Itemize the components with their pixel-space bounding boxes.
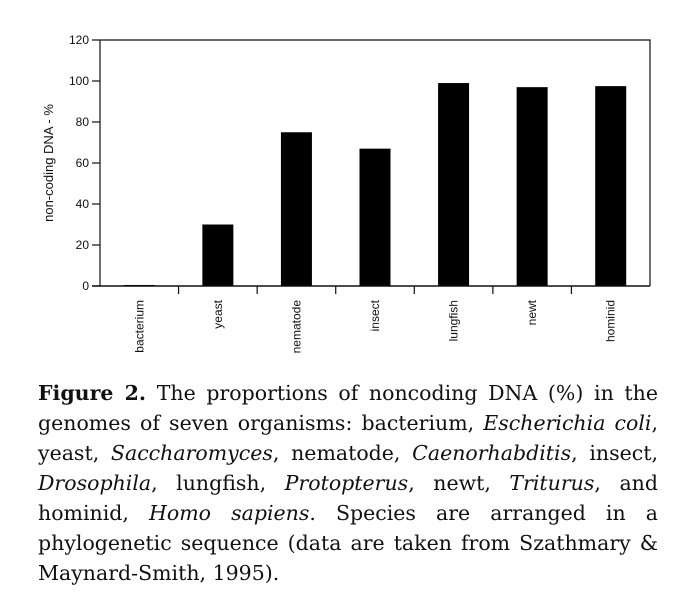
bar-nematode [281, 132, 312, 286]
caption-segment: , newt, [408, 471, 510, 495]
figure-label: Figure 2. [38, 381, 147, 405]
caption-text [38, 381, 658, 585]
bar-lungfish [438, 83, 469, 286]
bar-newt [517, 87, 548, 286]
caption-segment: The proportions of noncoding DNA (%) in the genomes of seven organisms: bacterium, [38, 381, 658, 435]
caption-segment: , and hominid, [38, 471, 658, 525]
bar-hominid [595, 86, 626, 286]
y-tick-label: 60 [75, 156, 89, 170]
x-tick-label: yeast [210, 300, 225, 329]
bars [124, 83, 626, 286]
species-name: Saccharomyces [110, 441, 273, 465]
y-tick-label: 0 [82, 279, 89, 293]
x-tick-label: newt [525, 300, 540, 326]
y-tick-label: 40 [75, 197, 89, 211]
species-name: Escherichia coli [483, 411, 652, 435]
y-tick-label: 80 [75, 115, 89, 129]
caption-segment: , lungfish, [151, 471, 285, 495]
y-tick-label: 120 [68, 33, 89, 47]
species-name: Caenorhabditis [412, 441, 572, 465]
species-name: Drosophila [38, 471, 152, 495]
caption-segment: , yeast, [38, 411, 658, 465]
caption-segment: . Species are arranged in a phylogenetic sequence (data are taken from Szathmary & Maynard-Smith, 1995). [38, 501, 658, 585]
species-name: Protopterus [284, 471, 409, 495]
figure-caption [38, 378, 658, 588]
axes [69, 33, 650, 353]
x-tick-label: nematode [289, 300, 304, 354]
x-tick-label: bacterium [132, 300, 147, 353]
caption-segment: , nematode, [272, 441, 413, 465]
species-name: Triturus [509, 471, 595, 495]
x-tick-label: insect [368, 300, 382, 332]
x-tick-label: lungfish [446, 300, 461, 342]
bar-yeast [202, 225, 233, 287]
y-axis-label: non-coding DNA - % [41, 104, 56, 222]
x-tick-label: hominid [603, 300, 618, 343]
y-tick-label: 20 [75, 238, 89, 252]
species-name: Homo sapiens [149, 501, 310, 525]
bar-insect [360, 149, 391, 286]
caption-segment: , insect, [571, 441, 658, 465]
y-tick-label: 100 [68, 74, 89, 88]
